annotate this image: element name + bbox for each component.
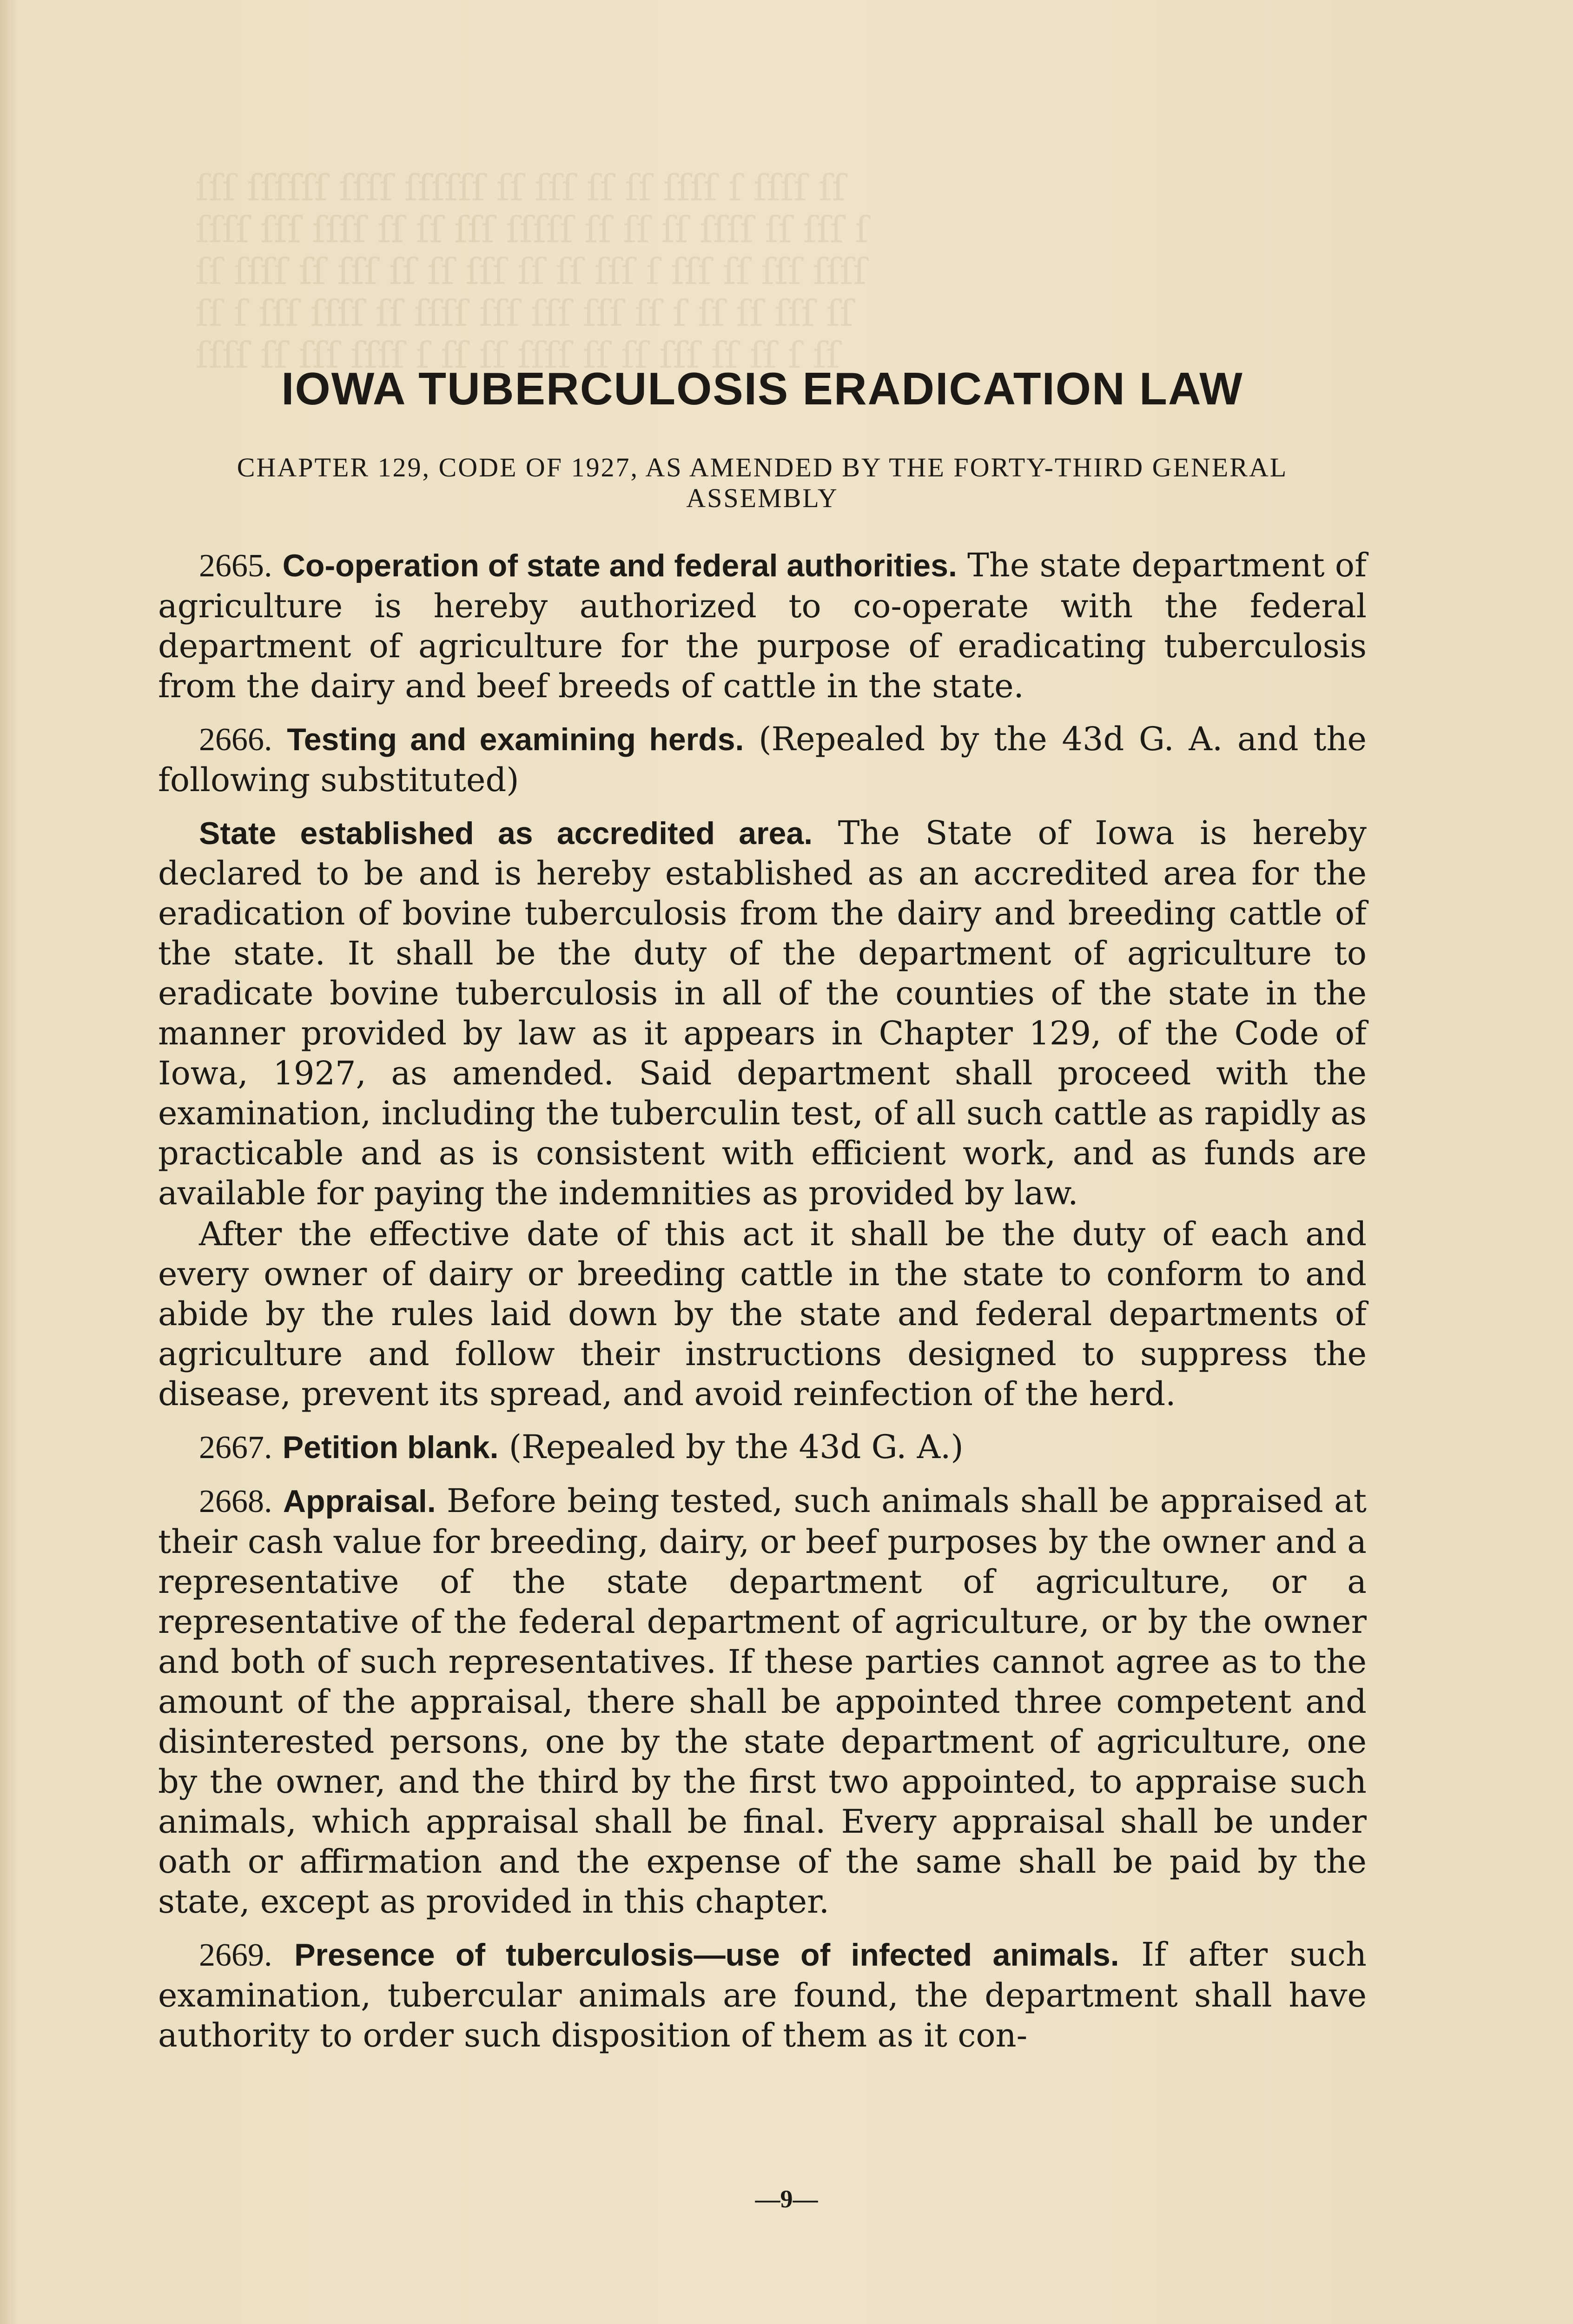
section-number: 2668.	[199, 1484, 272, 1519]
section-2665	[158, 545, 1367, 706]
section-heading: Presence of tuberculosis—use of infected animals.	[294, 1937, 1119, 1973]
section-2669	[158, 1934, 1367, 2055]
section-number: 2665.	[199, 548, 272, 584]
section-heading: Co-operation of state and federal authorities.	[282, 548, 957, 583]
section-number: 2667.	[199, 1430, 272, 1466]
document-title: IOWA TUBERCULOSIS ERADICATION LAW	[281, 363, 1243, 414]
show-through-text: ſſſ ſſſſſſ ſſſſ ſſſſſſ ſſ ſſſ ſſ ſſ ſſſſ ſ ſſſſ ſſ ſſſſ ſſſ ſſſſ ſſ ſſ ſſſ ſſſſſ ſſ ſſ ſſ ſſſſ ſſ ſſſ ſ ſſ ſſſſ ſſ ſſſ ſſ ſſ ſſſ ſſ ſſ ſſſ ſ ſſſ ſſ ſſſ ſſſſ ſſ ſ ſſſ ſſſſ ſſ ſſſſ ſſſ ſſſ ſſſ ſſ ſ ſſ ſſ ſſſ ſſ ſſſſ ſſ ſſſ ſſſſ ſ ſſ ſſ ſſſſ ſſ ſſ ſſſ ſſ ſſ ſ ſſ	[195, 167, 869, 376]
section-heading: Petition blank.	[282, 1430, 499, 1465]
section-number: 2666.	[199, 722, 272, 758]
section-number: 2669.	[199, 1937, 272, 1973]
section-heading: Appraisal.	[283, 1484, 436, 1519]
section-heading: State established as accredited area.	[199, 816, 813, 851]
document-body	[158, 363, 1367, 2068]
section-2666	[158, 719, 1367, 800]
section-owner-duty	[158, 1214, 1367, 1414]
section-2668	[158, 1481, 1367, 1921]
page-number: —9—	[755, 2185, 818, 2213]
section-text: Before being tested, such animals shall be appraised at their cash value for breeding, dairy, or beef purposes by the owner and a representative of the state department of agriculture, or a representative of the federal department of agriculture, or by the owner and both of such representatives. If these parties cannot agree as to the amount of the appraisal, there shall be appointed three competent and disinterested persons, one by the state department of agriculture, one by the owner, and the third by the first two appointed, to appraise such animals, which appraisal shall be final. Every appraisal shall be under oath or affirmation and the expense of the same shall be paid by the state, except as provided in this chapter.	[158, 1482, 1367, 1921]
section-text: After the effective date of this act it shall be the duty of each and every owner of dairy or breeding cattle in the state to conform to and abide by the rules laid down by the state and federal departments of agriculture and follow their instructions designed to suppress the disease, prevent its spread, and avoid reinfection of the herd.	[158, 1215, 1367, 1413]
section-text: (Repealed by the 43d G. A.)	[509, 1428, 964, 1466]
section-text: The state department of agriculture is hereby authorized to co-operate with the federal department of agriculture for the purpose of eradicating tuberculosis from the dairy and beef breeds of cattle in the state.	[158, 546, 1367, 705]
section-heading: Testing and examining herds.	[287, 722, 744, 757]
section-accredited-area	[158, 813, 1367, 1213]
section-text: If after such examination, tubercular animals are found, the department shall have authority to order such disposition of them as it con-	[158, 1935, 1367, 2054]
section-text: (Repealed by the 43d G. A. and the following substituted)	[158, 720, 1367, 799]
document-subtitle: CHAPTER 129, CODE OF 1927, AS AMENDED BY THE FORTY-THIRD GENERAL ASSEMBLY	[237, 452, 1288, 513]
section-2667	[158, 1427, 1367, 1468]
section-text: The State of Iowa is hereby declared to be and is hereby established as an accredited area for the eradication of bovine tuberculosis from the dairy and breeding cattle of the state. It shall be the duty of the department of agriculture to eradicate bovine tuberculosis in all of the counties of the state in the manner provided by law as it appears in Chapter 129, of the Code of Iowa, 1927, as amended. Said department shall proceed with the examination, including the tuberculin test, of all such cattle as rapidly as practicable and as is consistent with efficient work, and as funds are available for paying the indemnities as provided by law.	[158, 814, 1367, 1212]
